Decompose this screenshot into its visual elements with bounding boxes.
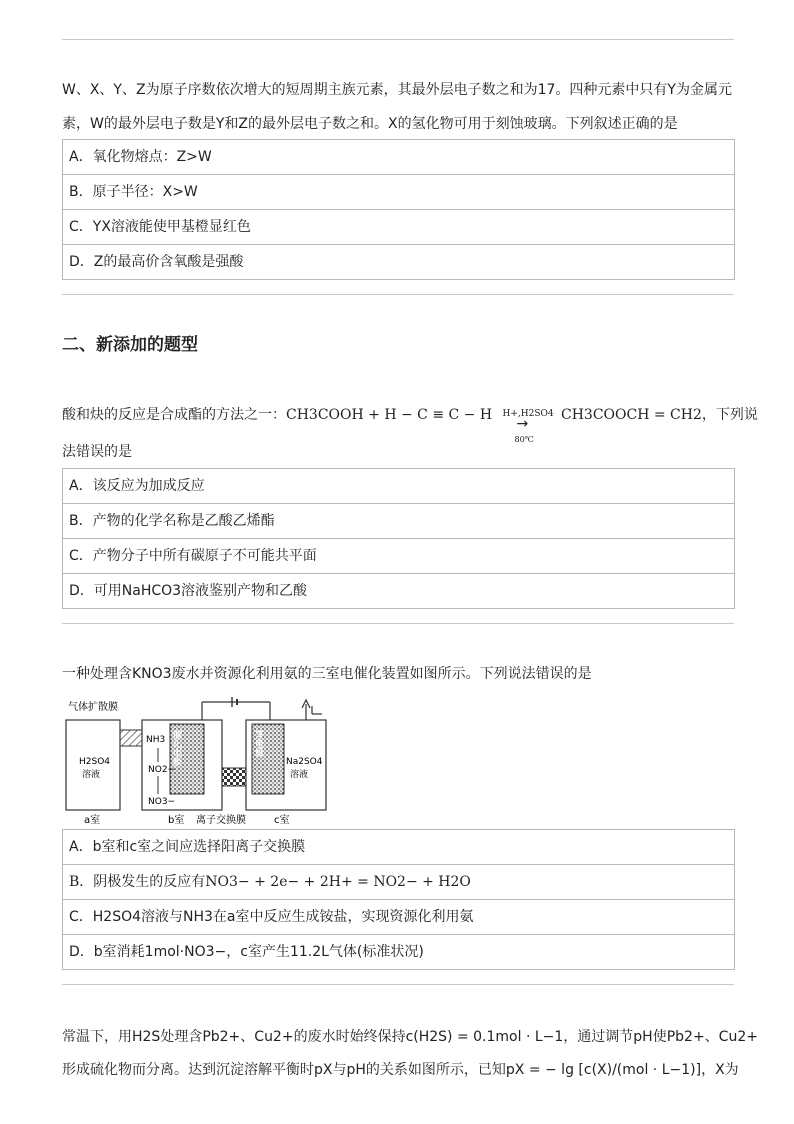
q2-options: [62, 468, 735, 609]
q2-option-b[interactable]: B．产物的化学名称是乙酸乙烯酯: [63, 504, 734, 539]
q1-option-a[interactable]: A．氧化物熔点：Z>W: [63, 140, 734, 175]
divider-q3: [62, 984, 734, 985]
q1-stem-line1: W、X、Y、Z为原子序数依次增大的短周期主族元素，其最外层电子数之和为17。四种元素中只有Y为金属元: [62, 82, 732, 98]
q2-stem-line2: 法错误的是: [62, 444, 132, 460]
q3-option-c[interactable]: C．H2SO4溶液与NH3在a室中反应生成铵盐，实现资源化利用氨: [63, 900, 734, 935]
reaction-arrow: [497, 405, 557, 444]
label-room-c: c室: [274, 815, 290, 826]
q2-option-c[interactable]: C．产物分子中所有碳原子不可能共平面: [63, 539, 734, 574]
label-c-solution-2: 溶液: [290, 770, 309, 780]
label-catalyst-electrode: 催化电极: [171, 730, 181, 766]
q2-option-d[interactable]: D．可用NaHCO3溶液鉴别产物和乙酸: [63, 574, 734, 609]
q1-option-c[interactable]: C．YX溶液能使甲基橙显红色: [63, 210, 734, 245]
gas-diffusion-membrane: [120, 730, 142, 746]
label-c-solution-1: Na2SO4: [286, 757, 323, 767]
q2-product: CH3COOCH = CH2: [560, 407, 702, 423]
divider-q1: [62, 294, 734, 295]
q2-stem-prefix: 酸和炔的反应是合成酯的方法之一：: [62, 407, 286, 423]
q2-stem: [62, 398, 758, 444]
q3-options: [62, 829, 735, 970]
ion-exchange-membrane: [222, 768, 246, 786]
q3-option-b[interactable]: B．阴极发生的反应有NO3− + 2e− + 2H+ = NO2− + H2O: [63, 865, 734, 900]
q1-options: [62, 139, 735, 280]
label-pt-electrode: Pt电极: [253, 730, 263, 757]
q1-option-b[interactable]: B．原子半径：X>W: [63, 175, 734, 210]
label-room-b: b室: [168, 815, 185, 826]
q1-stem-line2: 素，W的最外层电子数是Y和Z的最外层电子数之和。X的氢化物可用于刻蚀玻璃。下列叙述正确的是: [62, 116, 678, 132]
q4-line2: 形成硫化物而分离。达到沉淀溶解平衡时pX与pH的关系如图所示，已知pX = − lg [c(X)/(mol · L−1)]，X为: [62, 1062, 739, 1078]
q1-option-d[interactable]: D．Z的最高价含氧酸是强酸: [63, 245, 734, 280]
q3-stem: 一种处理含KNO3废水并资源化利用氨的三室电催化装置如图所示。下列说法错误的是: [62, 666, 592, 682]
label-no3: NO3−: [148, 797, 176, 807]
label-nh3: NH3: [146, 735, 166, 745]
electrolysis-figure: [62, 692, 332, 830]
q2-reactant: CH3COOH + H − C ≡ C − H: [286, 407, 493, 423]
q3-option-d[interactable]: D．b室消耗1mol·NO3−，c室产生11.2L气体(标准状况): [63, 935, 734, 970]
label-room-a: a室: [84, 815, 101, 826]
label-a-solution-1: H2SO4: [79, 757, 111, 767]
divider-q2: [62, 623, 734, 624]
q2-option-a[interactable]: A．该反应为加成反应: [63, 469, 734, 504]
arrow-icon: →: [516, 416, 529, 432]
q2-condition-top: H+,H2SO4: [502, 409, 554, 419]
q2-stem-suffix: ，下列说: [701, 407, 758, 423]
q1-stem: [62, 73, 734, 141]
label-ion-membrane: 离子交换膜: [196, 815, 246, 826]
q3-option-a[interactable]: A．b室和c室之间应选择阳离子交换膜: [63, 830, 734, 865]
label-a-solution-2: 溶液: [82, 770, 101, 780]
q2-condition-bottom: 80℃: [514, 435, 534, 444]
label-no2: NO2−: [148, 765, 176, 775]
divider-top: [62, 39, 734, 40]
q4-line1: 常温下，用H2S处理含Pb2+、Cu2+的废水时始终保持c(H2S) = 0.1mol · L−1，通过调节pH使Pb2+、Cu2+: [62, 1029, 758, 1045]
label-gas-membrane: 气体扩散膜: [68, 702, 118, 713]
section-title: 二、新添加的题型: [62, 335, 198, 355]
